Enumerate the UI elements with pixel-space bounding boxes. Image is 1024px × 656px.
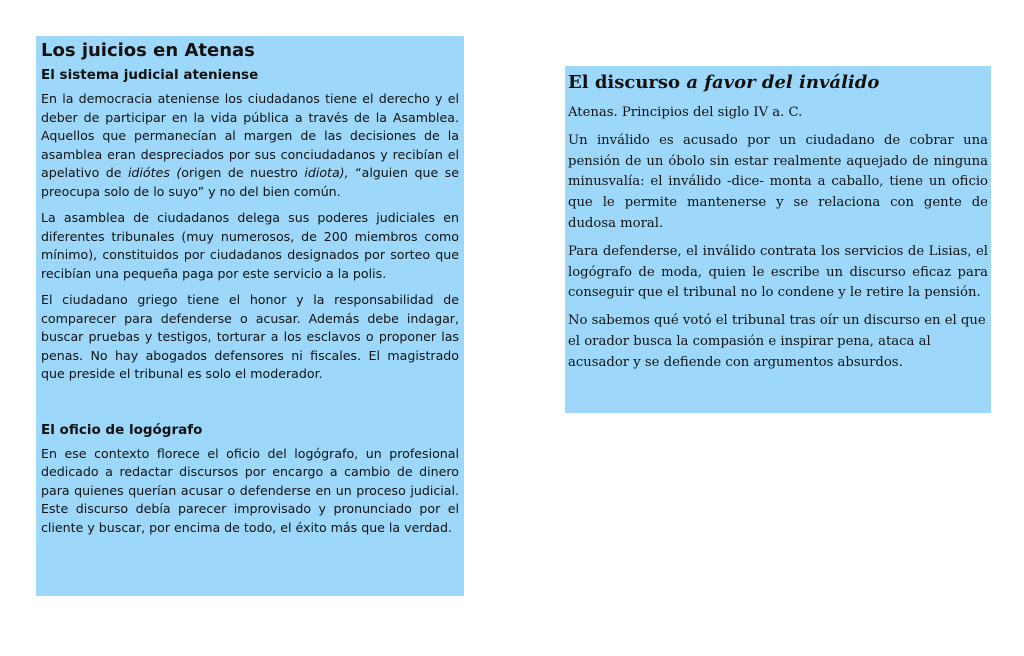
left-text-panel (36, 36, 464, 596)
paragraph-democracy (41, 90, 459, 201)
paragraph-logographer: En ese contexto florece el oficio del logógrafo, un profesional dedicado a redactar discursos por encargo a cambio de dinero para quienes querían acusar o defenderse en un proceso judicial. Este discurso debía parecer improvisado y pronunciado por el cliente y buscar, por encima de todo, el éxito más que la verdad. (41, 445, 459, 535)
paragraph-verdict: No sabemos qué votó el tribunal tras oír un discurso en el que el orador busca la compasión e inspirar pena, ataca al acusador y se defiende con argumentos absurdos. (568, 313, 986, 370)
paragraph-date: Atenas. Principios del siglo IV a. C. (568, 105, 803, 120)
section-heading-judicial-system: El sistema judicial ateniense (41, 67, 259, 83)
paragraph-democracy-text-e: “alguien que se preocupa solo de lo suyo” y no del bien común. (41, 165, 459, 199)
paragraph-democracy-text-c: origen de nuestro (181, 165, 305, 180)
paragraph-democracy-text-a: En la democracia ateniense los ciudadanos tiene el derecho y el deber de participar en la vida pública a través de la Asamblea. Aquellos que permanecían al margen de las decisiones de la asamblea eran despreciados por sus conciudadanos y recibían el apelativo de (41, 91, 459, 180)
right-title-plain: El discurso (568, 72, 687, 93)
paragraph-accusation: Un inválido es acusado por un ciudadano de cobrar una pensión de un óbolo sin estar realmente aquejado de ninguna minusvalía: el inválido -dice- monta a caballo, tiene un oficio que le permite mantenerse y se relaciona con gente de dudosa moral. (568, 132, 988, 231)
term-idiota: idiota), (304, 165, 349, 180)
section-spacer (41, 392, 459, 420)
paragraph-courts: La asamblea de ciudadanos delega sus poderes judiciales en diferentes tribunales (muy numerosos, de 200 miembros como mínimo), constituidos por ciudadanos designados por sorteo que recibían una pequeña paga por este servicio a la polis. (41, 210, 459, 281)
term-idiotes: idiótes ( (127, 165, 182, 180)
paragraph-defense: Para defenderse, el inválido contrata los servicios de Lisias, el logógrafo de moda, quien le escribe un discurso eficaz para conseguir que el tribunal no lo condene y le retire la pensión. (568, 243, 988, 301)
right-text-panel (565, 66, 991, 413)
right-panel-title (568, 69, 988, 97)
section-heading-logographer: El oficio de logógrafo (41, 421, 203, 438)
right-title-italic: a favor del inválido (686, 72, 880, 93)
left-panel-title: Los juicios en Atenas (41, 40, 255, 61)
paragraph-citizen-duty: El ciudadano griego tiene el honor y la responsabilidad de comparecer para defenderse o acusar. Además debe indagar, buscar pruebas y testigos, torturar a los esclavos o proponer las penas. No hay abogados defensores ni fiscales. El magistrado que preside el tribunal es solo el moderador. (41, 292, 459, 381)
